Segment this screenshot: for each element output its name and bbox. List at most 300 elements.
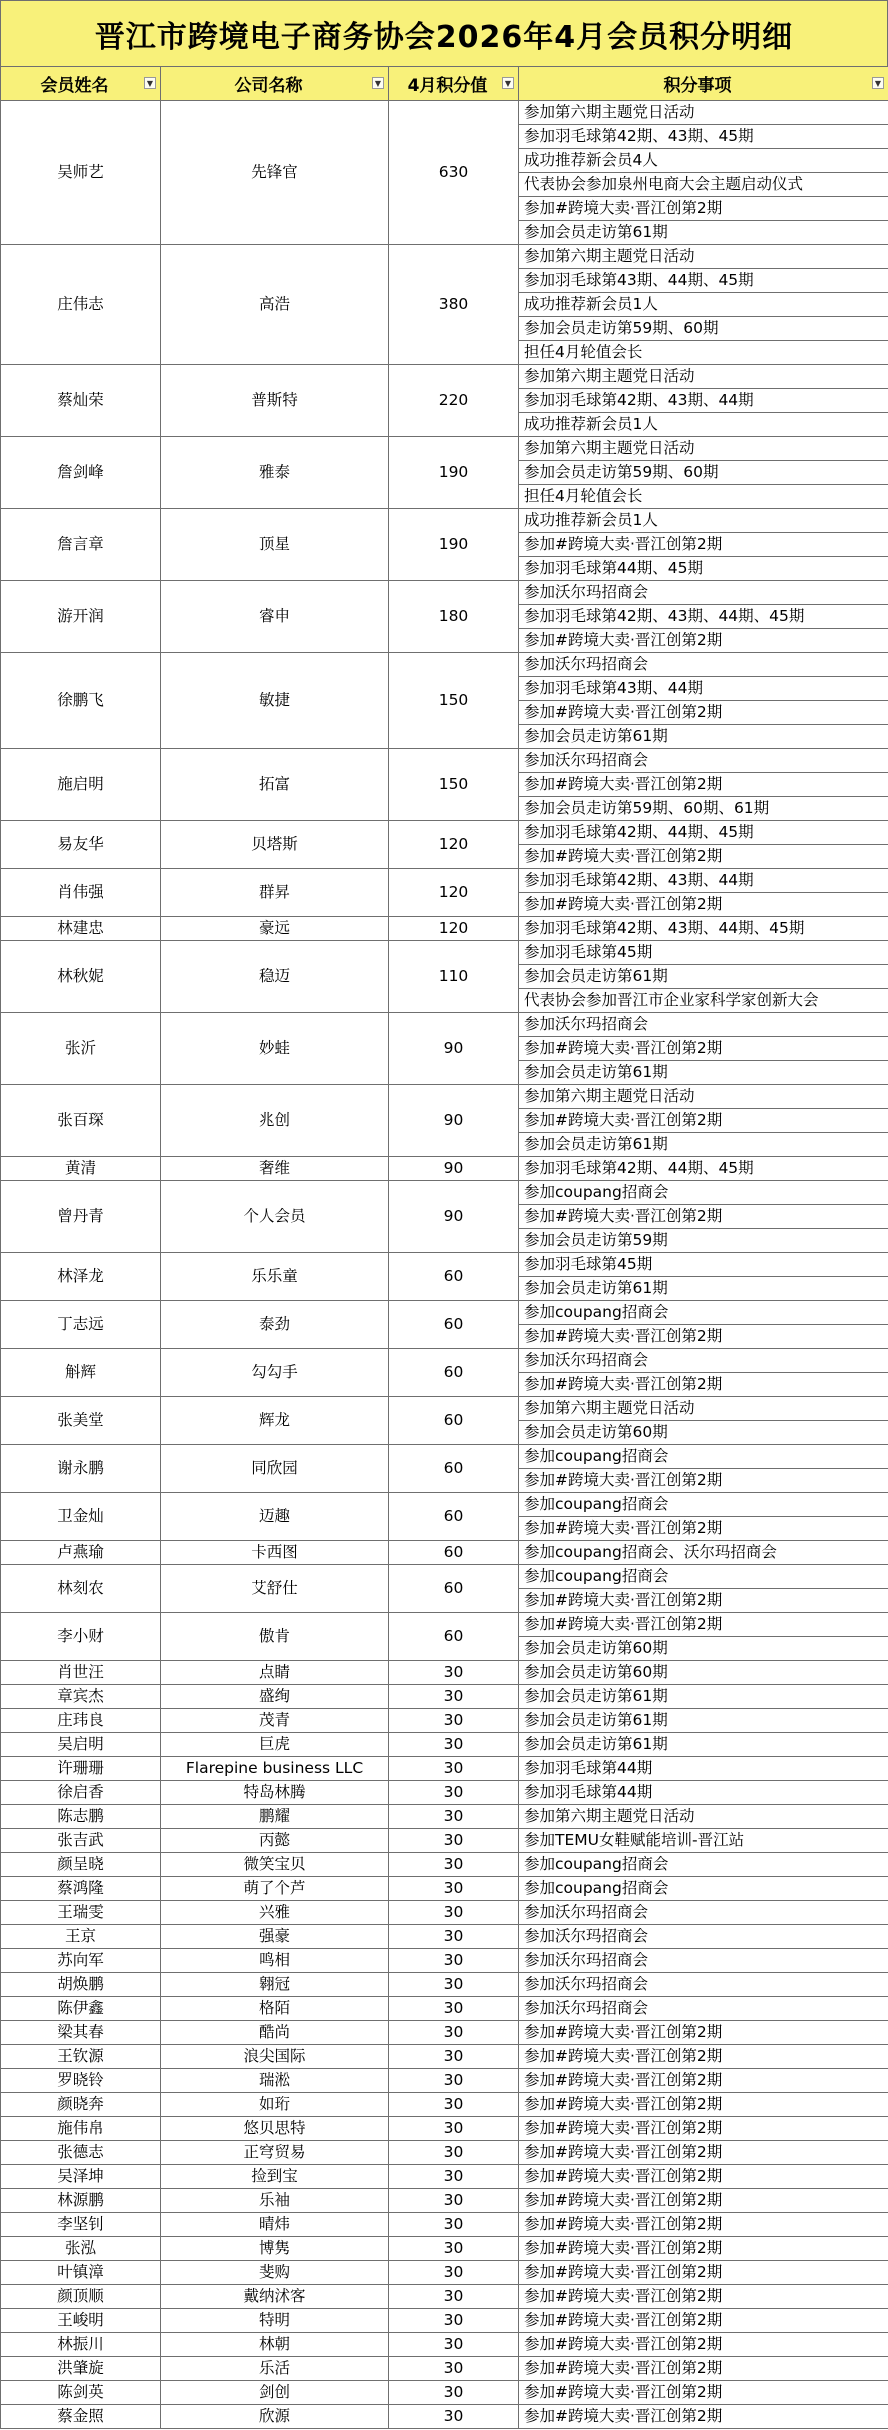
member-name-cell[interactable]: 王钦源: [1, 2045, 161, 2069]
point-items-cell[interactable]: [519, 1661, 888, 1685]
points-value-cell[interactable]: 60: [389, 1301, 519, 1349]
points-value-cell[interactable]: 30: [389, 1661, 519, 1685]
member-name-cell[interactable]: 林刻农: [1, 1565, 161, 1613]
table-row: [1, 2021, 888, 2045]
point-item: 成功推荐新会员1人: [519, 509, 888, 533]
member-name-cell[interactable]: 陈伊鑫: [1, 1997, 161, 2021]
point-item: 参加#跨境大卖·晋江创第2期: [524, 2383, 723, 2401]
member-name-cell[interactable]: 肖伟强: [1, 869, 161, 917]
table-row: [1, 581, 888, 653]
company-name-cell[interactable]: 斐购: [161, 2261, 389, 2285]
company-name-cell[interactable]: 特明: [161, 2309, 389, 2333]
point-items-cell[interactable]: [519, 581, 888, 653]
points-value-cell[interactable]: 120: [389, 869, 519, 917]
member-name-cell[interactable]: 陈剑英: [1, 2381, 161, 2405]
table-row: [1, 1829, 888, 1853]
member-name-cell[interactable]: 张泓: [1, 2237, 161, 2261]
point-items-cell[interactable]: [519, 1853, 888, 1877]
points-value-cell[interactable]: 30: [389, 1949, 519, 1973]
member-name-cell[interactable]: 洪肇旋: [1, 2357, 161, 2381]
company-name-cell[interactable]: 奢维: [161, 1157, 389, 1181]
table-row: [1, 101, 888, 245]
point-items-cell[interactable]: [519, 2357, 888, 2381]
member-name-cell[interactable]: 斛辉: [1, 1349, 161, 1397]
points-value-cell[interactable]: 30: [389, 2237, 519, 2261]
table-row: [1, 365, 888, 437]
member-name-cell[interactable]: 庄伟志: [1, 245, 161, 365]
table-row: [1, 1445, 888, 1493]
member-name-cell[interactable]: 施伟帛: [1, 2117, 161, 2141]
company-name-cell[interactable]: 勾勾手: [161, 1349, 389, 1397]
points-value-cell[interactable]: 30: [389, 2333, 519, 2357]
points-value-cell[interactable]: 90: [389, 1085, 519, 1157]
member-name-cell[interactable]: 丁志远: [1, 1301, 161, 1349]
table-row: [1, 245, 888, 365]
point-items-cell[interactable]: [519, 1973, 888, 1997]
point-item: 参加羽毛球第45期: [519, 1253, 888, 1277]
point-item: 参加沃尔玛招商会: [524, 1999, 649, 2017]
point-items-cell[interactable]: [519, 653, 888, 749]
table-row: [1, 2405, 888, 2429]
point-items-cell[interactable]: [519, 2333, 888, 2357]
table-row: [1, 2141, 888, 2165]
member-name-cell[interactable]: 易友华: [1, 821, 161, 869]
points-value-cell[interactable]: 30: [389, 2141, 519, 2165]
point-item: 参加#跨境大卖·晋江创第2期: [519, 1205, 888, 1229]
points-value-cell[interactable]: 90: [389, 1013, 519, 1085]
point-items-cell[interactable]: [519, 1805, 888, 1829]
table-row: [1, 2309, 888, 2333]
table-row: [1, 2237, 888, 2261]
member-name-cell[interactable]: 吴泽坤: [1, 2165, 161, 2189]
member-name-cell[interactable]: 庄玮良: [1, 1709, 161, 1733]
member-name-cell[interactable]: 卢燕瑜: [1, 1541, 161, 1565]
company-name-cell[interactable]: 顶星: [161, 509, 389, 581]
point-items-cell[interactable]: [519, 245, 888, 365]
point-items-cell[interactable]: [519, 1397, 888, 1445]
points-value-cell[interactable]: 60: [389, 1445, 519, 1493]
member-name-cell[interactable]: 苏向军: [1, 1949, 161, 1973]
point-item: 参加第六期主题党日活动: [524, 1807, 695, 1825]
point-items-cell[interactable]: [519, 2093, 888, 2117]
member-name-cell[interactable]: 王峻明: [1, 2309, 161, 2333]
member-name-cell[interactable]: 罗晓铃: [1, 2069, 161, 2093]
points-value-cell[interactable]: 30: [389, 1973, 519, 1997]
filter-dropdown-icon[interactable]: ▼: [372, 77, 384, 89]
points-value-cell[interactable]: 60: [389, 1397, 519, 1445]
member-name-cell[interactable]: 林建忠: [1, 917, 161, 941]
point-items-cell[interactable]: [519, 1997, 888, 2021]
points-value-cell[interactable]: 60: [389, 1349, 519, 1397]
company-name-cell[interactable]: 豪远: [161, 917, 389, 941]
point-item: 参加沃尔玛招商会: [519, 581, 888, 605]
point-items-cell[interactable]: [519, 2141, 888, 2165]
points-value-cell[interactable]: 30: [389, 2405, 519, 2429]
point-item: 参加#跨境大卖·晋江创第2期: [524, 2287, 723, 2305]
member-name-cell[interactable]: 张百琛: [1, 1085, 161, 1157]
company-name-cell[interactable]: 同欣园: [161, 1445, 389, 1493]
point-item: 参加第六期主题党日活动: [519, 437, 888, 461]
company-name-cell[interactable]: 兴雅: [161, 1901, 389, 1925]
member-name-cell[interactable]: 李坚钊: [1, 2213, 161, 2237]
member-name-cell[interactable]: 颜呈晓: [1, 1853, 161, 1877]
points-value-cell[interactable]: 630: [389, 101, 519, 245]
point-item: 参加会员走访第61期: [524, 1135, 668, 1153]
company-name-cell[interactable]: 盛绚: [161, 1685, 389, 1709]
company-name-cell[interactable]: 欣源: [161, 2405, 389, 2429]
table-row: [1, 2381, 888, 2405]
table-row: [1, 1013, 888, 1085]
points-value-cell[interactable]: 190: [389, 437, 519, 509]
points-value-cell[interactable]: 150: [389, 653, 519, 749]
points-value-cell[interactable]: 30: [389, 1709, 519, 1733]
point-item: 参加羽毛球第44期: [524, 1783, 653, 1801]
company-name-cell[interactable]: 悠贝思特: [161, 2117, 389, 2141]
point-items-cell[interactable]: [519, 1013, 888, 1085]
point-item: 参加#跨境大卖·晋江创第2期: [524, 2095, 723, 2113]
point-items-cell[interactable]: [519, 1829, 888, 1853]
member-name-cell[interactable]: 蔡灿荣: [1, 365, 161, 437]
table-row: [1, 1301, 888, 1349]
member-name-cell[interactable]: 卫金灿: [1, 1493, 161, 1541]
table-row: [1, 2189, 888, 2213]
point-items-cell[interactable]: [519, 1181, 888, 1253]
point-items-cell[interactable]: [519, 749, 888, 821]
member-name-cell[interactable]: 蔡鸿隆: [1, 1877, 161, 1901]
point-item: 成功推荐新会员4人: [519, 149, 888, 173]
company-name-cell[interactable]: 兆创: [161, 1085, 389, 1157]
points-value-cell[interactable]: 90: [389, 1157, 519, 1181]
points-value-cell[interactable]: 190: [389, 509, 519, 581]
point-item: 参加会员走访第59期、60期、61期: [524, 799, 770, 817]
point-items-cell[interactable]: [519, 101, 888, 245]
point-items-cell[interactable]: [519, 2309, 888, 2333]
company-name-cell[interactable]: 翱冠: [161, 1973, 389, 1997]
company-name-cell[interactable]: 妙蛙: [161, 1013, 389, 1085]
member-name-cell[interactable]: 王瑞雯: [1, 1901, 161, 1925]
company-name-cell[interactable]: 正穹贸易: [161, 2141, 389, 2165]
company-name-cell[interactable]: 泰劲: [161, 1301, 389, 1349]
points-value-cell[interactable]: 30: [389, 1901, 519, 1925]
points-value-cell[interactable]: 30: [389, 2357, 519, 2381]
member-name-cell[interactable]: 林振川: [1, 2333, 161, 2357]
points-value-cell[interactable]: 30: [389, 1733, 519, 1757]
company-name-cell[interactable]: 普斯特: [161, 365, 389, 437]
filter-dropdown-icon[interactable]: ▼: [502, 77, 514, 89]
points-value-cell[interactable]: 30: [389, 2045, 519, 2069]
member-name-cell[interactable]: 吴启明: [1, 1733, 161, 1757]
company-name-cell[interactable]: 稳迈: [161, 941, 389, 1013]
company-name-cell[interactable]: 丙懿: [161, 1829, 389, 1853]
point-item: 参加#跨境大卖·晋江创第2期: [524, 631, 723, 649]
company-name-cell[interactable]: 群昇: [161, 869, 389, 917]
company-name-cell[interactable]: 剑创: [161, 2381, 389, 2405]
table-row: [1, 2045, 888, 2069]
point-items-cell[interactable]: [519, 1301, 888, 1349]
company-name-cell[interactable]: 鸣相: [161, 1949, 389, 1973]
member-name-cell[interactable]: 梁其春: [1, 2021, 161, 2045]
point-items-cell[interactable]: [519, 1709, 888, 1733]
points-value-cell[interactable]: 120: [389, 821, 519, 869]
point-items-cell[interactable]: [519, 1901, 888, 1925]
points-value-cell[interactable]: 30: [389, 1997, 519, 2021]
table-row: [1, 2261, 888, 2285]
company-name-cell[interactable]: 戴纳沭客: [161, 2285, 389, 2309]
company-name-cell[interactable]: 敏捷: [161, 653, 389, 749]
member-name-cell[interactable]: 吴师艺: [1, 101, 161, 245]
point-items-cell[interactable]: [519, 941, 888, 1013]
table-row: [1, 1253, 888, 1301]
point-item: 参加#跨境大卖·晋江创第2期: [519, 533, 888, 557]
point-items-cell[interactable]: [519, 1757, 888, 1781]
point-items-cell[interactable]: [519, 1445, 888, 1493]
table-row: [1, 1877, 888, 1901]
member-name-cell[interactable]: 王京: [1, 1925, 161, 1949]
company-name-cell[interactable]: 如珩: [161, 2093, 389, 2117]
point-item: 参加coupang招商会: [519, 1565, 888, 1589]
point-items-cell[interactable]: [519, 2405, 888, 2429]
member-name-cell[interactable]: 陈志鹏: [1, 1805, 161, 1829]
point-item: 参加羽毛球第42期、44期、45期: [524, 1159, 754, 1177]
point-items-cell[interactable]: [519, 1949, 888, 1973]
column-header-name: 会员姓名 ▼: [1, 67, 161, 101]
point-items-cell[interactable]: [519, 437, 888, 509]
points-value-cell[interactable]: 60: [389, 1541, 519, 1565]
point-items-cell[interactable]: [519, 1613, 888, 1661]
company-name-cell[interactable]: 乐袖: [161, 2189, 389, 2213]
point-items-cell[interactable]: [519, 1493, 888, 1541]
company-name-cell[interactable]: 特岛林腾: [161, 1781, 389, 1805]
member-name-cell[interactable]: 徐启香: [1, 1781, 161, 1805]
table-row: [1, 653, 888, 749]
member-name-cell[interactable]: 林源鹏: [1, 2189, 161, 2213]
member-name-cell[interactable]: 章宾杰: [1, 1685, 161, 1709]
company-name-cell[interactable]: 鹏耀: [161, 1805, 389, 1829]
point-item: 参加TEMU女鞋赋能培训-晋江站: [524, 1831, 745, 1849]
sheet-title-bar: [0, 0, 888, 67]
table-row: [1, 1181, 888, 1253]
member-name-cell[interactable]: 谢永鹏: [1, 1445, 161, 1493]
member-name-cell[interactable]: 颜顶顺: [1, 2285, 161, 2309]
points-value-cell[interactable]: 30: [389, 2213, 519, 2237]
point-items-cell[interactable]: [519, 1685, 888, 1709]
company-name-cell[interactable]: 高浩: [161, 245, 389, 365]
points-value-cell[interactable]: 30: [389, 2381, 519, 2405]
company-name-cell[interactable]: 浪尖国际: [161, 2045, 389, 2069]
points-value-cell[interactable]: 120: [389, 917, 519, 941]
company-name-cell[interactable]: 强豪: [161, 1925, 389, 1949]
member-name-cell[interactable]: 徐鹏飞: [1, 653, 161, 749]
member-name-cell[interactable]: 肖世汪: [1, 1661, 161, 1685]
company-name-cell[interactable]: 酷尚: [161, 2021, 389, 2045]
points-value-cell[interactable]: 30: [389, 2021, 519, 2045]
company-name-cell[interactable]: 迈趣: [161, 1493, 389, 1541]
company-name-cell[interactable]: 拓富: [161, 749, 389, 821]
point-item: 参加coupang招商会: [524, 1855, 669, 1873]
member-name-cell[interactable]: 施启明: [1, 749, 161, 821]
table-row: [1, 1757, 888, 1781]
table-row: [1, 821, 888, 869]
point-items-cell[interactable]: [519, 2021, 888, 2045]
point-item: 参加#跨境大卖·晋江创第2期: [524, 2119, 723, 2137]
point-items-cell[interactable]: [519, 917, 888, 941]
member-name-cell[interactable]: 许珊珊: [1, 1757, 161, 1781]
point-item: 参加coupang招商会、沃尔玛招商会: [524, 1543, 777, 1561]
point-items-cell[interactable]: [519, 2213, 888, 2237]
points-value-cell[interactable]: 110: [389, 941, 519, 1013]
table-row: [1, 1949, 888, 1973]
point-items-cell[interactable]: [519, 2381, 888, 2405]
point-items-cell[interactable]: [519, 509, 888, 581]
company-name-cell[interactable]: 雅泰: [161, 437, 389, 509]
point-item: 参加会员走访第59期: [524, 1231, 668, 1249]
member-name-cell[interactable]: 林泽龙: [1, 1253, 161, 1301]
company-name-cell[interactable]: 晴炜: [161, 2213, 389, 2237]
point-item: 参加沃尔玛招商会: [524, 1951, 649, 1969]
points-value-cell[interactable]: 30: [389, 1757, 519, 1781]
points-value-cell[interactable]: 60: [389, 1565, 519, 1613]
point-item: 参加沃尔玛招商会: [524, 1975, 649, 1993]
points-value-cell[interactable]: 30: [389, 1853, 519, 1877]
point-items-cell[interactable]: [519, 1541, 888, 1565]
member-name-cell[interactable]: 游开润: [1, 581, 161, 653]
company-name-cell[interactable]: 捡到宝: [161, 2165, 389, 2189]
points-value-cell[interactable]: 180: [389, 581, 519, 653]
point-item: 参加会员走访第61期: [524, 1711, 668, 1729]
points-value-cell[interactable]: 30: [389, 2261, 519, 2285]
filter-dropdown-icon[interactable]: ▼: [872, 77, 884, 89]
point-items-cell[interactable]: [519, 1349, 888, 1397]
point-item: 担任4月轮值会长: [524, 487, 643, 505]
company-name-cell[interactable]: 林朝: [161, 2333, 389, 2357]
company-name-cell[interactable]: 微笑宝贝: [161, 1853, 389, 1877]
company-name-cell[interactable]: 格陌: [161, 1997, 389, 2021]
member-name-cell[interactable]: 詹剑峰: [1, 437, 161, 509]
table-row: [1, 1805, 888, 1829]
company-name-cell[interactable]: 茂青: [161, 1709, 389, 1733]
point-items-cell[interactable]: [519, 2117, 888, 2141]
point-item: 参加coupang招商会: [524, 1879, 669, 1897]
company-name-cell[interactable]: 傲肯: [161, 1613, 389, 1661]
table-row: [1, 1085, 888, 1157]
points-value-cell[interactable]: 30: [389, 1781, 519, 1805]
table-row: [1, 2333, 888, 2357]
point-items-cell[interactable]: [519, 821, 888, 869]
points-value-cell[interactable]: 220: [389, 365, 519, 437]
points-value-cell[interactable]: 60: [389, 1493, 519, 1541]
member-name-cell[interactable]: 林秋妮: [1, 941, 161, 1013]
point-items-cell[interactable]: [519, 1781, 888, 1805]
points-value-cell[interactable]: 30: [389, 2093, 519, 2117]
table-row: [1, 2093, 888, 2117]
point-items-cell[interactable]: [519, 1253, 888, 1301]
point-items-cell[interactable]: [519, 1085, 888, 1157]
company-name-cell[interactable]: 艾舒仕: [161, 1565, 389, 1613]
point-item: 参加沃尔玛招商会: [519, 749, 888, 773]
point-item: 担任4月轮值会长: [524, 343, 643, 361]
point-items-cell[interactable]: [519, 2285, 888, 2309]
member-name-cell[interactable]: 叶镇漳: [1, 2261, 161, 2285]
company-name-cell[interactable]: 瑞淞: [161, 2069, 389, 2093]
points-value-cell[interactable]: 30: [389, 2165, 519, 2189]
points-value-cell[interactable]: 30: [389, 2069, 519, 2093]
point-item: 参加会员走访第59期、60期: [519, 461, 888, 485]
points-value-cell[interactable]: 30: [389, 2285, 519, 2309]
company-name-cell[interactable]: 博隽: [161, 2237, 389, 2261]
filter-dropdown-icon[interactable]: ▼: [144, 77, 156, 89]
points-value-cell[interactable]: 380: [389, 245, 519, 365]
points-value-cell[interactable]: 90: [389, 1181, 519, 1253]
point-items-cell[interactable]: [519, 1733, 888, 1757]
point-items-cell[interactable]: [519, 2045, 888, 2069]
company-name-cell[interactable]: 巨虎: [161, 1733, 389, 1757]
points-value-cell[interactable]: 30: [389, 2117, 519, 2141]
member-name-cell[interactable]: 李小财: [1, 1613, 161, 1661]
member-name-cell[interactable]: 曾丹青: [1, 1181, 161, 1253]
member-name-cell[interactable]: 黄清: [1, 1157, 161, 1181]
company-name-cell[interactable]: 个人会员: [161, 1181, 389, 1253]
member-name-cell[interactable]: 张沂: [1, 1013, 161, 1085]
member-name-cell[interactable]: 蔡金照: [1, 2405, 161, 2429]
company-name-cell[interactable]: 先锋官: [161, 101, 389, 245]
points-value-cell[interactable]: 150: [389, 749, 519, 821]
points-value-cell[interactable]: 30: [389, 1877, 519, 1901]
points-value-cell[interactable]: 60: [389, 1253, 519, 1301]
point-items-cell[interactable]: [519, 365, 888, 437]
table-row: [1, 2117, 888, 2141]
company-name-cell[interactable]: 点睛: [161, 1661, 389, 1685]
company-name-cell[interactable]: 乐乐童: [161, 1253, 389, 1301]
points-value-cell[interactable]: 30: [389, 1829, 519, 1853]
point-items-cell[interactable]: [519, 1925, 888, 1949]
point-item: 代表协会参加晋江市企业家科学家创新大会: [524, 991, 819, 1009]
point-item: 参加#跨境大卖·晋江创第2期: [524, 2143, 723, 2161]
member-name-cell[interactable]: 颜晓奔: [1, 2093, 161, 2117]
member-name-cell[interactable]: 张德志: [1, 2141, 161, 2165]
points-value-cell[interactable]: 60: [389, 1613, 519, 1661]
table-row: [1, 1397, 888, 1445]
point-items-cell[interactable]: [519, 1877, 888, 1901]
points-value-cell[interactable]: 30: [389, 2309, 519, 2333]
member-name-cell[interactable]: 胡焕鹏: [1, 1973, 161, 1997]
points-value-cell[interactable]: 30: [389, 1685, 519, 1709]
point-items-cell[interactable]: [519, 2189, 888, 2213]
point-items-cell[interactable]: [519, 1565, 888, 1613]
member-name-cell[interactable]: 张美堂: [1, 1397, 161, 1445]
company-name-cell[interactable]: Flarepine business LLC: [161, 1757, 389, 1781]
points-value-cell[interactable]: 30: [389, 1925, 519, 1949]
company-name-cell[interactable]: 辉龙: [161, 1397, 389, 1445]
point-items-cell[interactable]: [519, 2237, 888, 2261]
point-items-cell[interactable]: [519, 1157, 888, 1181]
member-name-cell[interactable]: 张吉武: [1, 1829, 161, 1853]
points-value-cell[interactable]: 30: [389, 2189, 519, 2213]
company-name-cell[interactable]: 睿申: [161, 581, 389, 653]
company-name-cell[interactable]: 卡西图: [161, 1541, 389, 1565]
company-name-cell[interactable]: 贝塔斯: [161, 821, 389, 869]
point-items-cell[interactable]: [519, 2165, 888, 2189]
point-items-cell[interactable]: [519, 2261, 888, 2285]
point-item: 参加会员走访第61期: [519, 965, 888, 989]
company-name-cell[interactable]: 萌了个芦: [161, 1877, 389, 1901]
point-item: 参加#跨境大卖·晋江创第2期: [524, 1519, 723, 1537]
points-value-cell[interactable]: 30: [389, 1805, 519, 1829]
company-name-cell[interactable]: 乐活: [161, 2357, 389, 2381]
point-item: 成功推荐新会员1人: [519, 293, 888, 317]
point-items-cell[interactable]: [519, 2069, 888, 2093]
point-items-cell[interactable]: [519, 869, 888, 917]
member-name-cell[interactable]: 詹言章: [1, 509, 161, 581]
